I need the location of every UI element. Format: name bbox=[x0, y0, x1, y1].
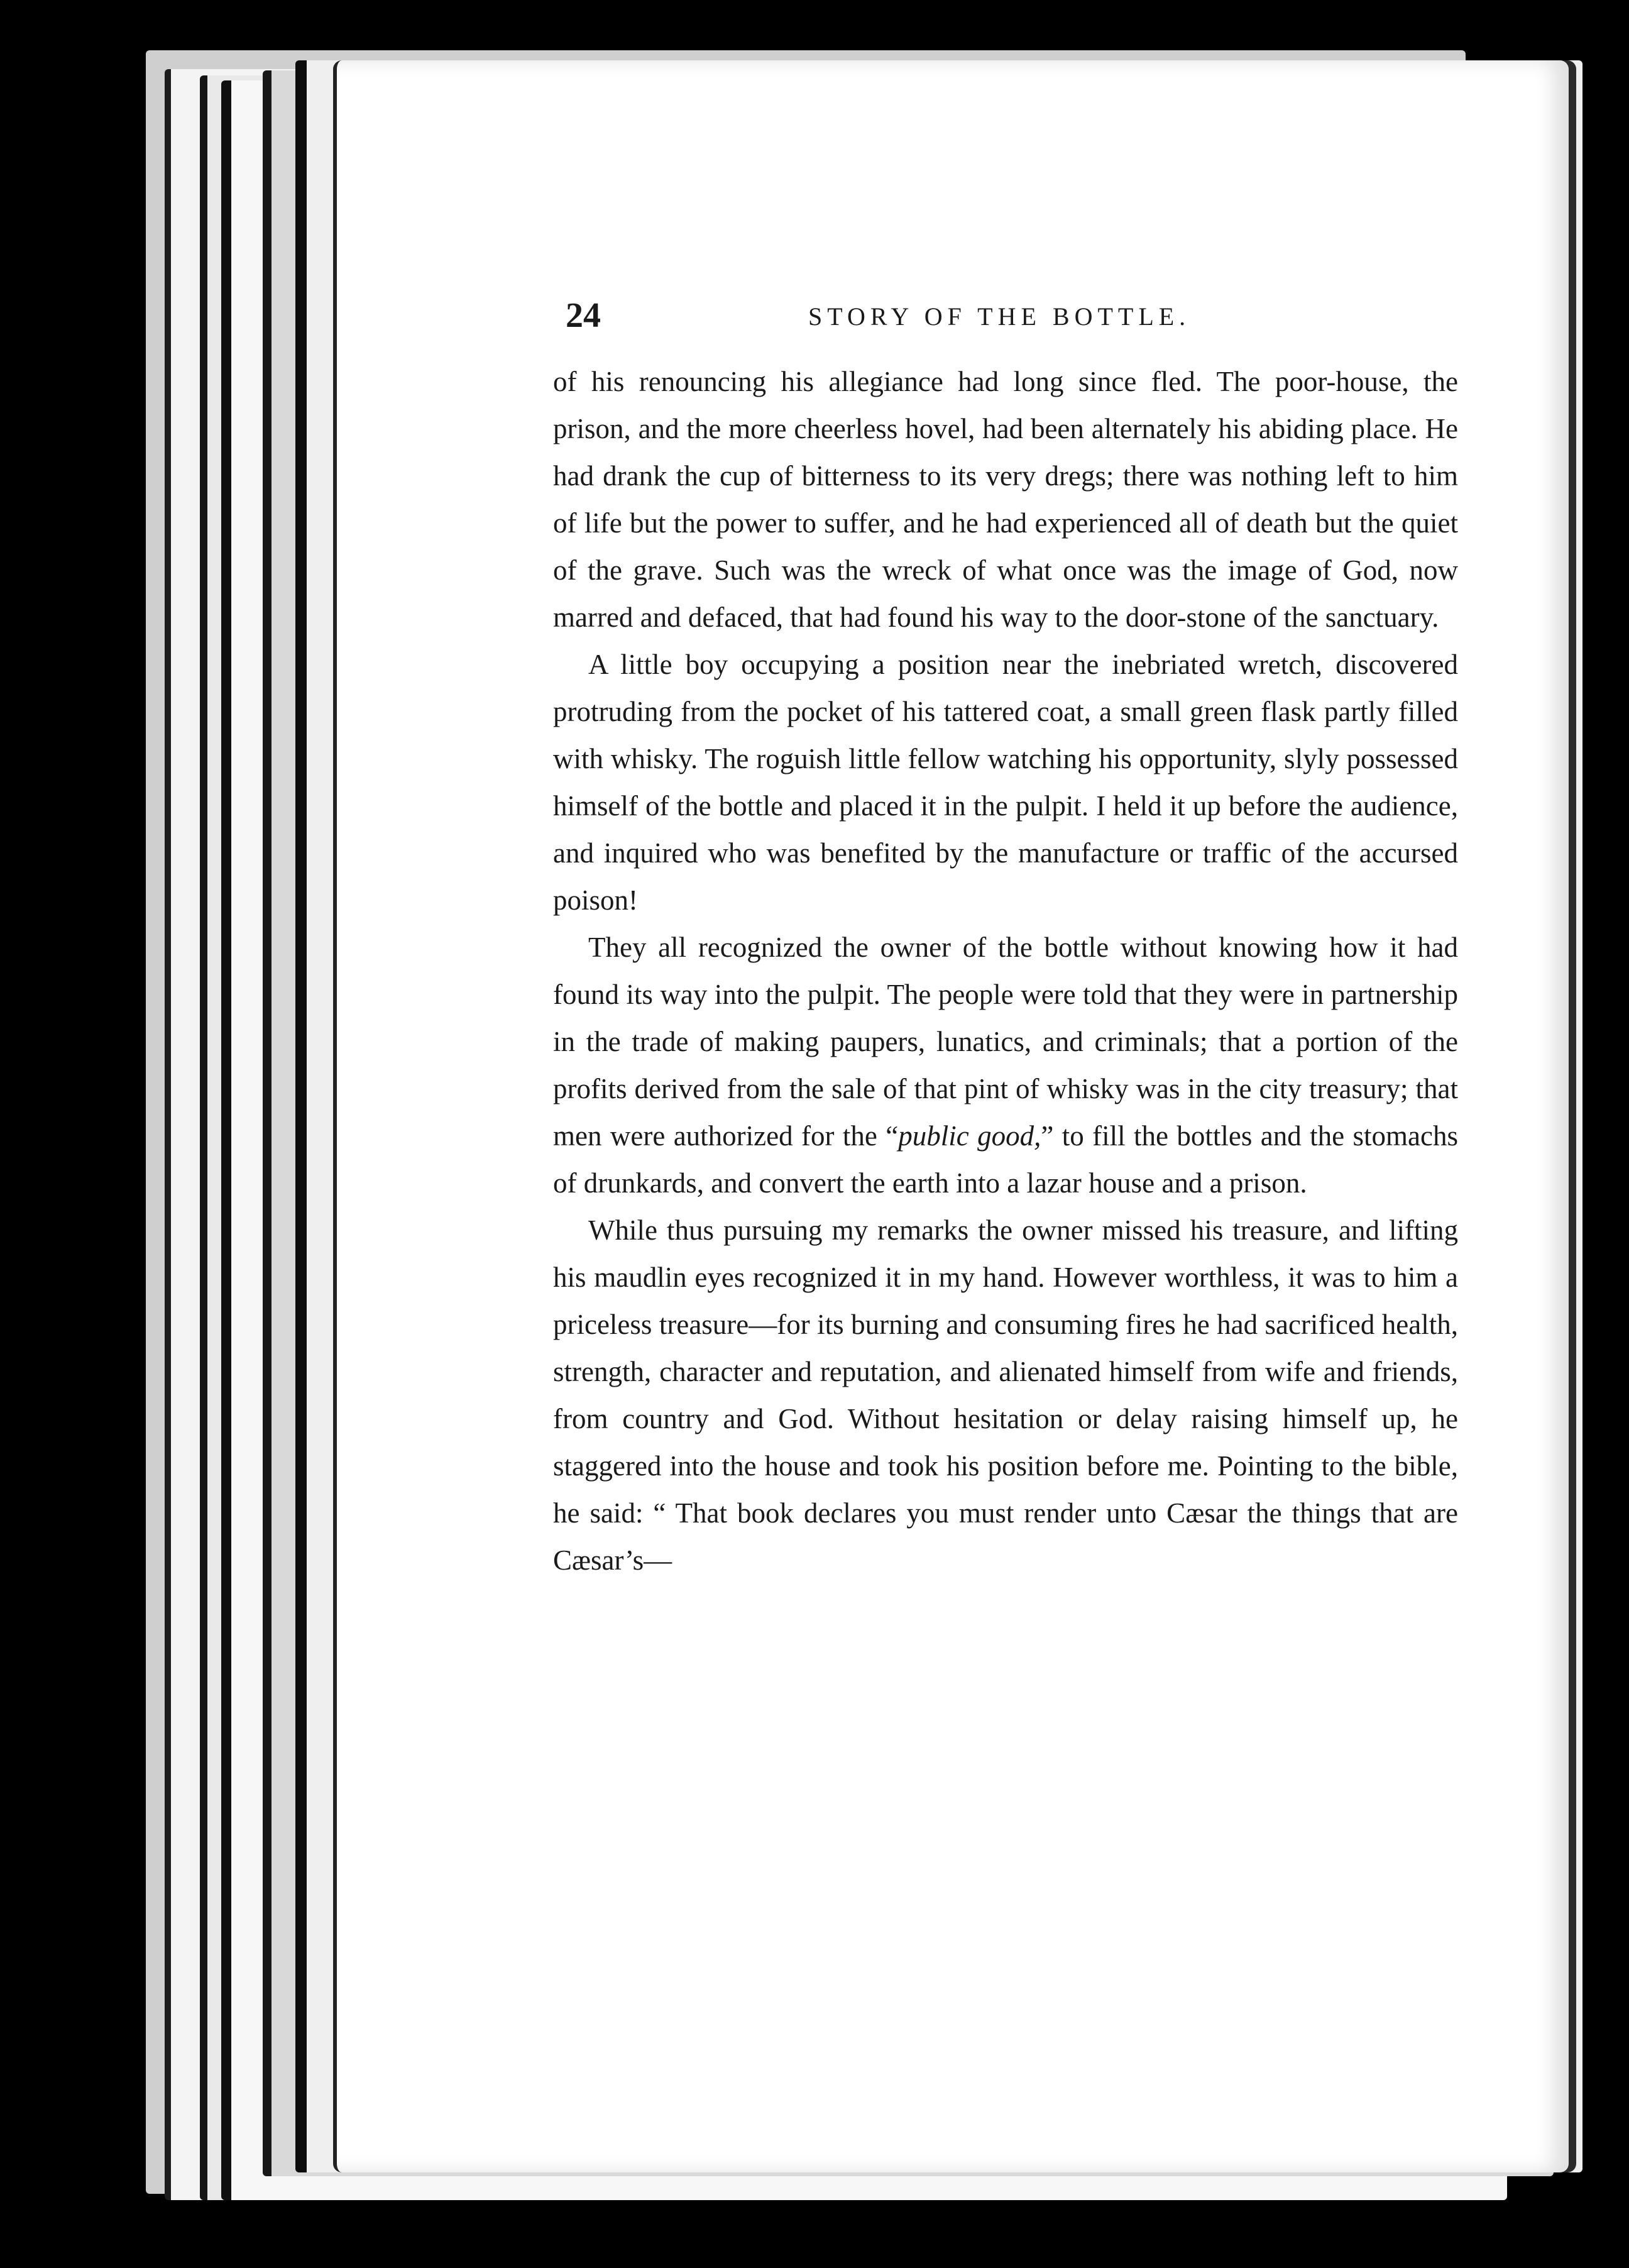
paragraph-3 bbox=[553, 924, 1458, 1207]
paragraph-3-text-before: They all recognized the owner of the bottle without knowing how it had found its way into the pulpit. The people were told that they were in partnership in the trade of making paupers, lunatics, and criminals; that a portion of the profits derived from the sale of that pint of whisky was in the city treasury; that men were authorized for the “ bbox=[553, 932, 1458, 1152]
paragraph-1: of his renouncing his allegiance had long since fled. The poor-house, the prison, and the more cheerless hovel, had been alternately his abiding place. He had drank the cup of bitterness to its very dregs; there was nothing left to him of life but the power to suffer, and he had experienced all of death but the quiet of the grave. Such was the wreck of what once was the image of God, now marred and defaced, that had found his way to the door-stone of the sanctuary. bbox=[553, 366, 1458, 633]
emphasis-public-good: public good, bbox=[898, 1120, 1041, 1152]
page-header bbox=[566, 295, 1464, 339]
running-title: STORY OF THE BOTTLE. bbox=[808, 302, 1191, 331]
body-text bbox=[553, 358, 1458, 1584]
page-number: 24 bbox=[566, 296, 601, 335]
paragraph-3-text-after: ” to fill the bottles and the stomachs of drunkards, and convert the earth into a lazar house and a prison. bbox=[553, 1120, 1458, 1199]
paragraph-4: While thus pursuing my remarks the owner missed his treasure, and lifting his maudlin eyes recognized it in my hand. However worthless, it was to him a priceless treasure—for its burning and consuming fires he had sacrificed health, strength, character and reputation, and alienated himself from wife and friends, from country and God. Without hesitation or delay raising himself up, he staggered into the house and took his position before me. Pointing to the bible, he said: “ That book declares you must render unto Cæsar the things that are Cæsar’s— bbox=[553, 1214, 1458, 1576]
paragraph-2: A little boy occupying a position near the inebriated wretch, discovered protruding from the pocket of his tattered coat, a small green flask partly filled with whisky. The roguish little fellow watching his opportunity, slyly possessed himself of the bottle and placed it in the pulpit. I held it up before the audience, and inquired who was benefited by the manufacture or traffic of the accursed poison! bbox=[553, 649, 1458, 916]
